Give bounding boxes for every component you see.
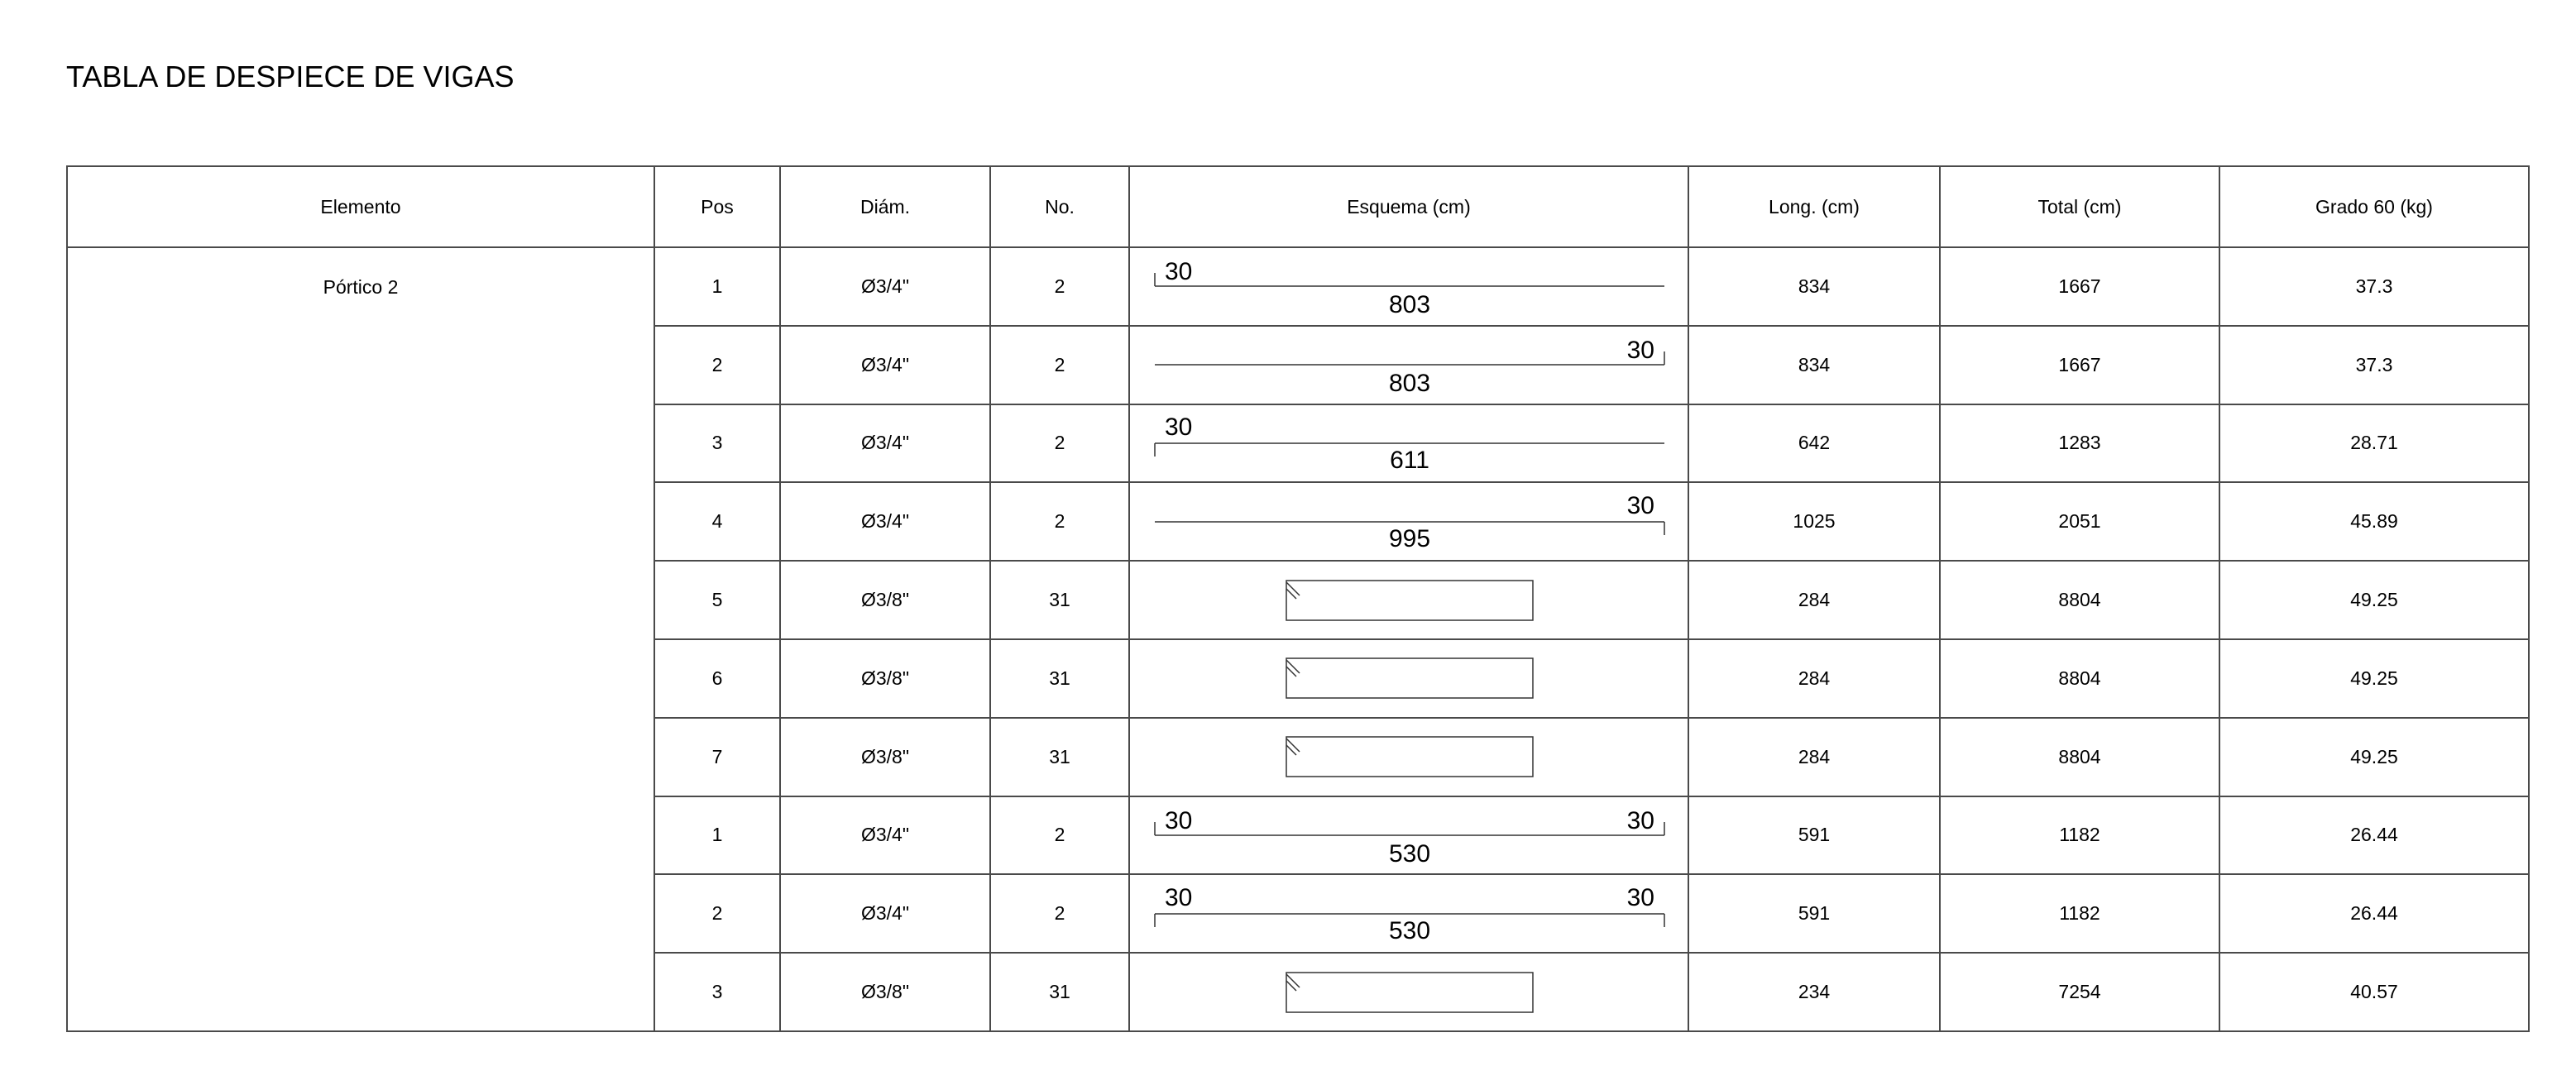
hook-length-label: 30	[1165, 413, 1193, 441]
scheme-cell	[1129, 561, 1688, 639]
quantity-cell: 2	[990, 874, 1129, 953]
header-row	[67, 166, 2529, 247]
header-grado: Grado 60 (kg)	[2219, 166, 2529, 247]
rebar-schedule-table	[66, 165, 2530, 1032]
pos-cell: 4	[654, 482, 780, 561]
weight-cell: 49.25	[2219, 639, 2529, 718]
diameter-cell: Ø3/4"	[780, 482, 990, 561]
weight-cell: 49.25	[2219, 561, 2529, 639]
stirrup-hook-line	[1286, 974, 1300, 987]
page-title: TABLA DE DESPIECE DE VIGAS	[66, 60, 515, 93]
quantity-cell: 31	[990, 718, 1129, 796]
scheme-cell	[1129, 953, 1688, 1031]
length-cell: 642	[1688, 404, 1940, 483]
scheme-cell	[1129, 247, 1688, 326]
diameter-cell: Ø3/8"	[780, 561, 990, 639]
weight-cell: 45.89	[2219, 482, 2529, 561]
hook-length-right-label: 30	[1626, 883, 1654, 911]
pos-cell: 3	[654, 404, 780, 483]
stirrup-hook-line	[1286, 739, 1300, 752]
header-esquema: Esquema (cm)	[1129, 166, 1688, 247]
hook-length-right-label: 30	[1626, 806, 1654, 834]
scheme-cell	[1129, 874, 1688, 953]
stirrup-shape	[1286, 737, 1533, 777]
header-pos: Pos	[654, 166, 780, 247]
length-cell: 284	[1688, 718, 1940, 796]
rebar-scheme-drawing	[1130, 954, 1689, 1030]
element-name: Pórtico 2	[323, 276, 399, 298]
weight-cell: 26.44	[2219, 796, 2529, 875]
scheme-cell	[1129, 326, 1688, 404]
pos-cell: 3	[654, 953, 780, 1031]
total-cell: 8804	[1940, 718, 2219, 796]
stirrup-shape	[1286, 581, 1533, 620]
stirrup-hook-line	[1286, 660, 1300, 673]
rebar-scheme-drawing	[1130, 405, 1689, 481]
rebar-scheme-drawing	[1130, 484, 1689, 560]
bar-length-label: 611	[1390, 446, 1429, 474]
diameter-cell: Ø3/8"	[780, 953, 990, 1031]
quantity-cell: 2	[990, 796, 1129, 875]
length-cell: 591	[1688, 874, 1940, 953]
stirrup-hook-line	[1286, 582, 1300, 595]
total-cell: 8804	[1940, 561, 2219, 639]
hook-length-label: 30	[1165, 258, 1193, 286]
total-cell: 1667	[1940, 247, 2219, 326]
length-cell: 834	[1688, 247, 1940, 326]
pos-cell: 2	[654, 326, 780, 404]
bar-length-label: 803	[1388, 291, 1431, 319]
total-cell: 1182	[1940, 874, 2219, 953]
pos-cell: 6	[654, 639, 780, 718]
header-no: No.	[990, 166, 1129, 247]
length-cell: 591	[1688, 796, 1940, 875]
scheme-cell	[1129, 404, 1688, 483]
total-cell: 1182	[1940, 796, 2219, 875]
stirrup-shape	[1286, 658, 1533, 698]
quantity-cell: 2	[990, 326, 1129, 404]
scheme-cell	[1129, 796, 1688, 875]
total-cell: 2051	[1940, 482, 2219, 561]
header-diam: Diám.	[780, 166, 990, 247]
pos-cell: 1	[654, 796, 780, 875]
hook-length-label: 30	[1626, 491, 1654, 519]
header-total: Total (cm)	[1940, 166, 2219, 247]
bar-length-label: 995	[1388, 524, 1431, 552]
diameter-cell: Ø3/4"	[780, 874, 990, 953]
table-row	[67, 247, 2529, 326]
hook-length-left-label: 30	[1165, 806, 1193, 834]
pos-cell: 1	[654, 247, 780, 326]
bar-length-label: 530	[1388, 916, 1431, 944]
quantity-cell: 31	[990, 953, 1129, 1031]
weight-cell: 49.25	[2219, 718, 2529, 796]
scheme-cell	[1129, 639, 1688, 718]
stirrup-shape	[1286, 973, 1533, 1012]
rebar-scheme-drawing	[1130, 562, 1689, 638]
total-cell: 1283	[1940, 404, 2219, 483]
length-cell: 1025	[1688, 482, 1940, 561]
diameter-cell: Ø3/8"	[780, 639, 990, 718]
weight-cell: 26.44	[2219, 874, 2529, 953]
diameter-cell: Ø3/4"	[780, 326, 990, 404]
quantity-cell: 31	[990, 561, 1129, 639]
length-cell: 834	[1688, 326, 1940, 404]
element-cell	[67, 247, 654, 1031]
header-long: Long. (cm)	[1688, 166, 1940, 247]
bar-length-label: 803	[1388, 370, 1431, 398]
diameter-cell: Ø3/8"	[780, 718, 990, 796]
total-cell: 7254	[1940, 953, 2219, 1031]
total-cell: 1667	[1940, 326, 2219, 404]
pos-cell: 2	[654, 874, 780, 953]
rebar-scheme-drawing	[1130, 248, 1689, 324]
pos-cell: 5	[654, 561, 780, 639]
hook-length-left-label: 30	[1165, 883, 1193, 911]
rebar-scheme-drawing	[1130, 876, 1689, 952]
rebar-scheme-drawing	[1130, 640, 1689, 716]
total-cell: 8804	[1940, 639, 2219, 718]
quantity-cell: 31	[990, 639, 1129, 718]
length-cell: 284	[1688, 561, 1940, 639]
weight-cell: 37.3	[2219, 326, 2529, 404]
length-cell: 284	[1688, 639, 1940, 718]
diameter-cell: Ø3/4"	[780, 404, 990, 483]
scheme-cell	[1129, 718, 1688, 796]
weight-cell: 37.3	[2219, 247, 2529, 326]
quantity-cell: 2	[990, 404, 1129, 483]
quantity-cell: 2	[990, 482, 1129, 561]
weight-cell: 28.71	[2219, 404, 2529, 483]
pos-cell: 7	[654, 718, 780, 796]
diameter-cell: Ø3/4"	[780, 796, 990, 875]
quantity-cell: 2	[990, 247, 1129, 326]
diameter-cell: Ø3/4"	[780, 247, 990, 326]
rebar-scheme-drawing	[1130, 327, 1689, 403]
rebar-scheme-drawing	[1130, 719, 1689, 795]
hook-length-label: 30	[1626, 337, 1654, 365]
weight-cell: 40.57	[2219, 953, 2529, 1031]
scheme-cell	[1129, 482, 1688, 561]
rebar-scheme-drawing	[1130, 797, 1689, 873]
bar-length-label: 530	[1388, 839, 1431, 868]
length-cell: 234	[1688, 953, 1940, 1031]
header-elemento: Elemento	[67, 166, 654, 247]
table-body	[67, 247, 2529, 1031]
